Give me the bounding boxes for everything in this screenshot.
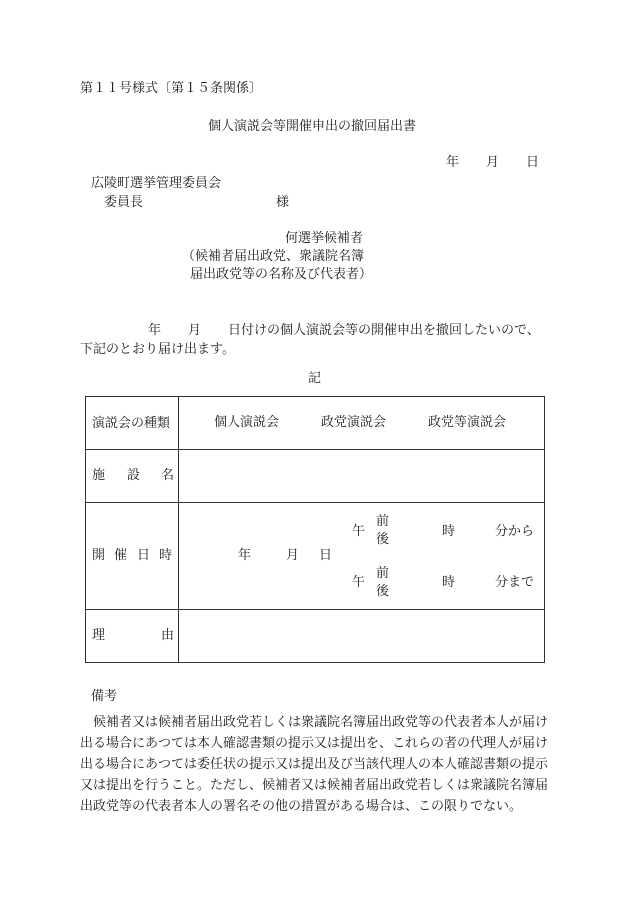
start-minute-label: 分から	[495, 524, 535, 539]
applicant-label: 何選挙候補者	[285, 231, 364, 246]
end-pm-option[interactable]: 後	[376, 584, 390, 599]
facility-header-char-3: 名	[161, 468, 175, 483]
reason-header-char-1: 理	[92, 628, 106, 643]
ki-heading: 記	[308, 371, 322, 386]
row-type	[86, 397, 545, 450]
start-hour-label: 時	[442, 524, 456, 539]
form-number: 第１１号様式〔第１５条関係〕	[80, 81, 263, 96]
body-line2-text: 下記のとおり届け出ます。	[80, 342, 235, 357]
end-minute-label: 分まで	[495, 575, 535, 590]
end-go-label: 午	[352, 575, 366, 590]
datetime-year-label: 年	[238, 548, 252, 563]
addressee-honorific: 様	[276, 195, 290, 210]
row-reason	[86, 610, 545, 663]
applicant-paren-line2: 届出政党等の名称及び代表者）	[190, 267, 373, 282]
notes-heading: 備考	[91, 689, 118, 704]
start-am-option[interactable]: 前	[376, 514, 390, 529]
start-go-label: 午	[352, 524, 366, 539]
datetime-month-label: 月	[286, 548, 300, 563]
date-year-label: 年	[446, 155, 460, 170]
row-facility	[86, 450, 545, 503]
datetime-header-char-2: 催	[114, 548, 128, 563]
addressee-committee: 広陵町選挙管理委員会	[91, 176, 222, 191]
facility-header-char-1: 施	[92, 468, 106, 483]
option-personal-speech[interactable]: 個人演説会	[214, 415, 280, 430]
applicant-paren-line1: （候補者届出政党、衆議院名簿	[182, 249, 365, 264]
body-year-label: 年	[148, 323, 162, 338]
notes-paragraph	[80, 712, 552, 817]
end-hour-label: 時	[442, 575, 456, 590]
body-line1-text: 日付けの個人演説会等の開催申出を撤回したいので、	[228, 323, 540, 338]
start-pm-option[interactable]: 後	[376, 532, 390, 547]
type-header: 演説会の種類	[92, 415, 171, 431]
document-title: 個人演説会等開催申出の撤回届出書	[208, 119, 417, 134]
option-party-speech[interactable]: 政党演説会	[321, 415, 387, 430]
datetime-field[interactable]	[179, 503, 545, 610]
notes-text: 候補者又は候補者届出政党若しくは衆議院名簿届出政党等の代表者本人が届け出る場合にあつては本人確認書類の提示又は提出を、これらの者の代理人が届け出る場合にあつては委任状の提示又は提出及び当該代理人の本人確認書類の提示又は提出を行うこと。ただし、候補者又は候補者届出政党若しくは衆議院名簿届出政党等の代表者本人の署名その他の措置がある場合は、この限りでない。	[80, 715, 549, 814]
datetime-header-char-1: 開	[92, 548, 106, 563]
facility-name-field[interactable]	[179, 450, 545, 503]
date-month-label: 月	[486, 155, 500, 170]
body-month-label: 月	[188, 323, 202, 338]
date-day-label: 日	[526, 155, 540, 170]
details-table	[85, 396, 545, 663]
reason-field[interactable]	[179, 610, 545, 663]
datetime-header-char-4: 時	[159, 548, 173, 563]
datetime-header-char-3: 日	[137, 548, 151, 563]
datetime-day-label: 日	[319, 548, 333, 563]
facility-header-char-2: 設	[127, 468, 141, 483]
row-datetime	[86, 503, 545, 610]
end-am-option[interactable]: 前	[376, 566, 390, 581]
reason-header-char-2: 由	[161, 628, 175, 643]
option-party-etc-speech[interactable]: 政党等演説会	[428, 415, 507, 430]
addressee-chair: 委員長	[104, 195, 144, 210]
